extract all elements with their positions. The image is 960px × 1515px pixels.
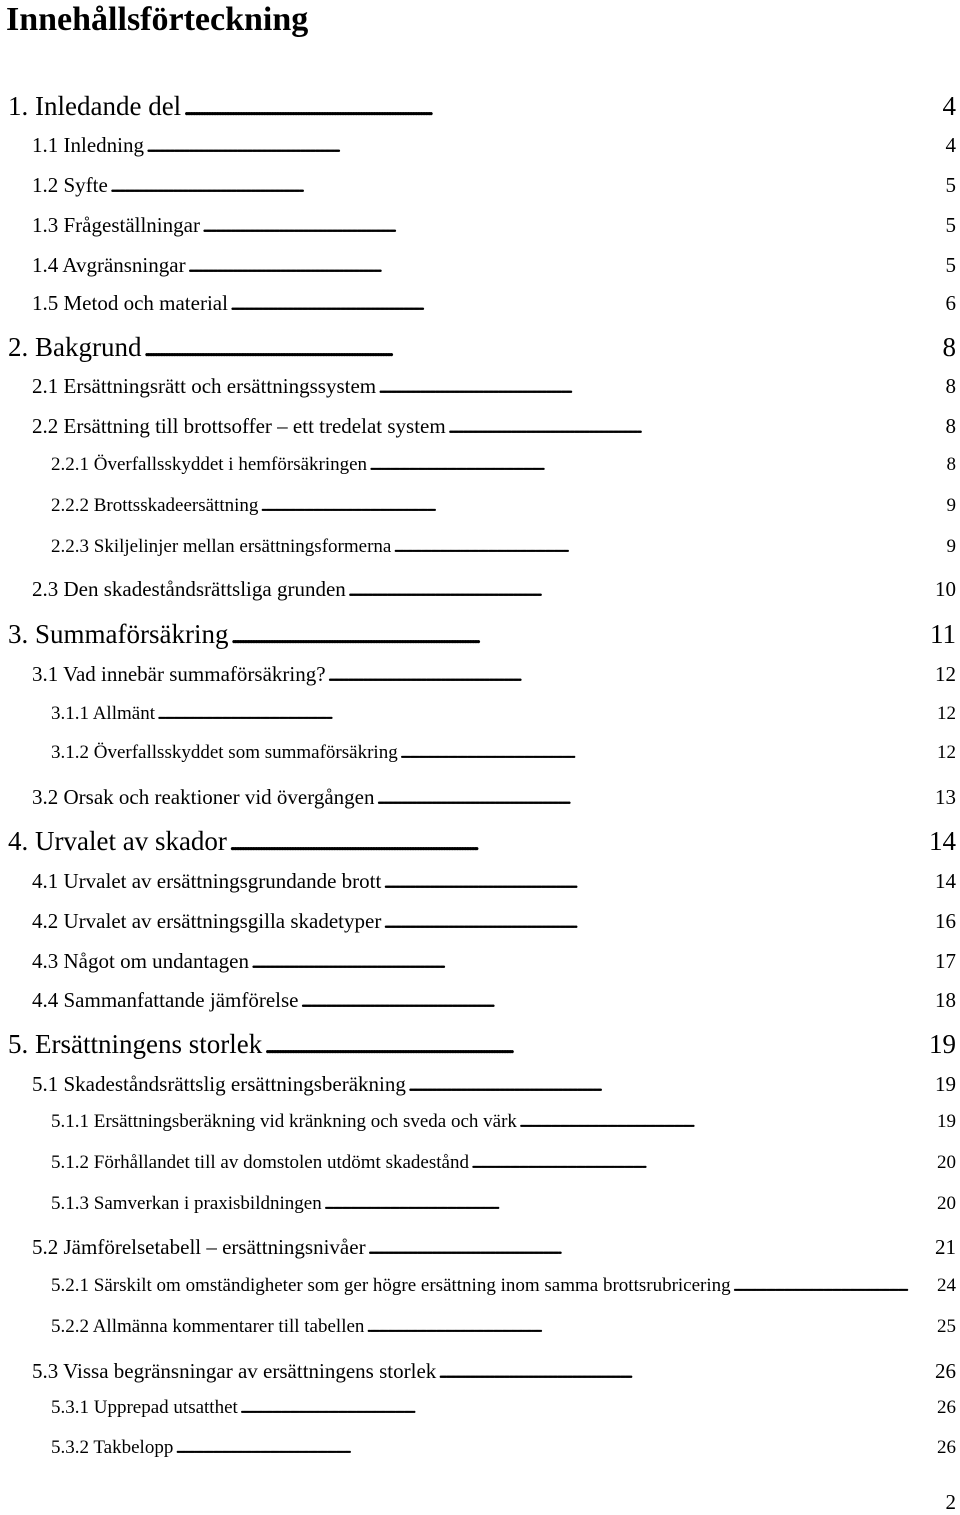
- toc-entry[interactable]: [8, 1028, 956, 1060]
- dot-leader: [471, 1151, 935, 1175]
- dot-leader: [328, 661, 933, 687]
- toc-entry[interactable]: [32, 987, 956, 1013]
- dot-leader: [240, 1396, 935, 1420]
- toc-entry-page: 12: [937, 703, 956, 724]
- dot-leader: [393, 535, 944, 559]
- toc-entry-page: 17: [935, 949, 956, 973]
- toc-entry[interactable]: [8, 90, 956, 122]
- toc-entry-label: 4.4 Sammanfattande jämförelse: [32, 988, 299, 1012]
- toc-entry[interactable]: [51, 453, 956, 477]
- toc-entry-page: 9: [946, 536, 956, 557]
- toc-entry-label: 2.2 Ersättning till brottsoffer – ett tredelat system: [32, 414, 446, 438]
- toc-entry[interactable]: [51, 702, 956, 726]
- toc-entry-page: 5: [945, 173, 956, 197]
- toc-entry-label: 5.1 Skadeståndsrättslig ersättningsberäkning: [32, 1072, 406, 1096]
- toc-entry[interactable]: [8, 618, 956, 650]
- dot-leader: [383, 868, 933, 894]
- toc-entry-label: 1.2 Syfte: [32, 173, 108, 197]
- dot-leader: [251, 948, 933, 974]
- page-title: Innehållsförteckning: [6, 1, 309, 38]
- toc-entry-page: 4: [945, 133, 956, 157]
- dot-leader: [260, 494, 944, 518]
- toc-entry-label: 2. Bakgrund: [8, 332, 142, 362]
- toc-entry[interactable]: [51, 535, 956, 559]
- toc-entry-label: 5.3.2 Takbelopp: [51, 1437, 174, 1458]
- toc-entry[interactable]: [51, 1396, 956, 1420]
- toc-entry-label: 2.2.3 Skiljelinjer mellan ersättningsformerna: [51, 536, 392, 557]
- dot-leader: [183, 90, 940, 122]
- toc-entry-page: 5: [945, 253, 956, 277]
- toc-entry[interactable]: [32, 1234, 956, 1260]
- toc-entry-label: 3.2 Orsak och reaktioner vid övergången: [32, 785, 375, 809]
- toc-entry-label: 5.1.1 Ersättningsberäkning vid kränkning och sveda och värk: [51, 1111, 517, 1132]
- toc-entry[interactable]: [51, 494, 956, 518]
- toc-entry-label: 5. Ersättningens storlek: [8, 1029, 263, 1059]
- toc-entry[interactable]: [32, 252, 956, 278]
- dot-leader: [400, 741, 935, 765]
- toc-entry-page: 18: [935, 988, 956, 1012]
- toc-entry-page: 14: [935, 869, 956, 893]
- toc-entry-page: 19: [929, 1029, 956, 1059]
- toc-entry-page: 12: [935, 662, 956, 686]
- toc-entry[interactable]: [32, 172, 956, 198]
- toc-entry[interactable]: [51, 741, 956, 765]
- dot-leader: [202, 212, 944, 238]
- toc-entry-label: 2.3 Den skadeståndsrättsliga grunden: [32, 577, 346, 601]
- toc-entry-page: 8: [945, 414, 956, 438]
- dot-leader: [366, 1315, 935, 1339]
- dot-leader: [408, 1071, 933, 1097]
- dot-leader: [230, 290, 944, 316]
- dot-leader: [368, 1234, 933, 1260]
- toc-entry-label: 5.3 Vissa begränsningar av ersättningens storlek: [32, 1359, 437, 1383]
- toc-entry[interactable]: [32, 132, 956, 158]
- toc-entry-page: 6: [945, 291, 956, 315]
- toc-entry-label: 4. Urvalet av skador: [8, 826, 227, 856]
- toc-entry[interactable]: [51, 1274, 956, 1298]
- toc-entry-label: 5.3.1 Upprepad utsatthet: [51, 1397, 238, 1418]
- toc-entry-page: 4: [942, 91, 956, 121]
- dot-leader: [301, 987, 934, 1013]
- toc-entry-page: 21: [935, 1235, 956, 1259]
- toc-entry-page: 8: [942, 332, 956, 362]
- toc-entry[interactable]: [51, 1436, 956, 1460]
- toc-entry[interactable]: [32, 1358, 956, 1384]
- toc-entry[interactable]: [32, 784, 956, 810]
- toc-entry[interactable]: [32, 576, 956, 602]
- dot-leader: [230, 618, 928, 650]
- toc-entry-page: 26: [935, 1359, 956, 1383]
- toc-entry-label: 5.2 Jämförelsetabell – ersättningsnivåer: [32, 1235, 366, 1259]
- toc-entry[interactable]: [32, 948, 956, 974]
- dot-leader: [175, 1436, 935, 1460]
- toc-entry-label: 3.1.1 Allmänt: [51, 703, 155, 724]
- dot-leader: [378, 373, 943, 399]
- toc-entry-page: 14: [929, 826, 956, 856]
- toc-entry-label: 5.2.1 Särskilt om omständigheter som ger högre ersättning inom samma brottsrubricering: [51, 1275, 731, 1296]
- toc-entry-page: 19: [937, 1111, 956, 1132]
- toc-entry[interactable]: [32, 908, 956, 934]
- toc-entry-page: 20: [937, 1152, 956, 1173]
- toc-entry[interactable]: [32, 290, 956, 316]
- toc-entry-page: 20: [937, 1193, 956, 1214]
- dot-leader: [377, 784, 933, 810]
- dot-leader: [369, 453, 944, 477]
- dot-leader: [348, 576, 933, 602]
- toc-entry-label: 1.3 Frågeställningar: [32, 213, 200, 237]
- toc-entry-page: 8: [946, 454, 956, 475]
- toc-entry-label: 5.1.2 Förhållandet till av domstolen utdömt skadestånd: [51, 1152, 469, 1173]
- dot-leader: [448, 413, 944, 439]
- dot-leader: [110, 172, 944, 198]
- dot-leader: [157, 702, 935, 726]
- toc-entry-page: 24: [937, 1275, 956, 1296]
- toc-entry-page: 9: [946, 495, 956, 516]
- toc-entry[interactable]: [51, 1192, 956, 1216]
- toc-entry[interactable]: [32, 413, 956, 439]
- toc-entry-page: 13: [935, 785, 956, 809]
- toc-entry-label: 5.1.3 Samverkan i praxisbildningen: [51, 1193, 322, 1214]
- dot-leader: [324, 1192, 935, 1216]
- toc-entry[interactable]: [32, 212, 956, 238]
- toc-entry[interactable]: [32, 373, 956, 399]
- toc-entry-page: 16: [935, 909, 956, 933]
- toc-entry-label: 3. Summaförsäkring: [8, 619, 229, 649]
- toc-entry[interactable]: [8, 331, 956, 363]
- dot-leader: [519, 1110, 935, 1134]
- toc-entry-page: 11: [930, 619, 956, 649]
- toc-entry-label: 1.5 Metod och material: [32, 291, 228, 315]
- toc-entry-page: 26: [937, 1397, 956, 1418]
- toc-entry-label: 2.2.1 Överfallsskyddet i hemförsäkringen: [51, 454, 368, 475]
- toc-entry[interactable]: [32, 1071, 956, 1097]
- toc-entry-label: 2.2.2 Brottsskadeersättning: [51, 495, 259, 516]
- dot-leader: [143, 331, 940, 363]
- toc-entry-label: 4.3 Något om undantagen: [32, 949, 249, 973]
- toc-entry-label: 3.1.2 Överfallsskyddet som summaförsäkring: [51, 742, 398, 763]
- toc-entry-label: 2.1 Ersättningsrätt och ersättningssystem: [32, 374, 377, 398]
- toc-entry-label: 4.1 Urvalet av ersättningsgrundande brott: [32, 869, 382, 893]
- toc-entry-label: 5.2.2 Allmänna kommentarer till tabellen: [51, 1316, 365, 1337]
- toc-entry-page: 26: [937, 1437, 956, 1458]
- toc-entry-page: 10: [935, 577, 956, 601]
- toc-entry-label: 1. Inledande del: [8, 91, 182, 121]
- dot-leader: [229, 825, 927, 857]
- toc-entry[interactable]: [51, 1110, 956, 1134]
- dot-leader: [438, 1358, 933, 1384]
- dot-leader: [264, 1028, 927, 1060]
- toc-entry-page: 12: [937, 742, 956, 763]
- toc-entry-page: 19: [935, 1072, 956, 1096]
- dot-leader: [733, 1274, 935, 1298]
- toc-entry-label: 1.4 Avgränsningar: [32, 253, 186, 277]
- toc-entry-page: 5: [945, 213, 956, 237]
- toc-entry[interactable]: [51, 1151, 956, 1175]
- toc-entry-label: 3.1 Vad innebär summaförsäkring?: [32, 662, 326, 686]
- toc-entry[interactable]: [32, 661, 956, 687]
- toc-entry-label: 4.2 Urvalet av ersättningsgilla skadetyper: [32, 909, 382, 933]
- dot-leader: [188, 252, 944, 278]
- toc-entry-page: 25: [937, 1316, 956, 1337]
- toc-entry[interactable]: [51, 1315, 956, 1339]
- dot-leader: [383, 908, 933, 934]
- toc-entry[interactable]: [32, 868, 956, 894]
- dot-leader: [146, 132, 944, 158]
- toc-entry[interactable]: [8, 825, 956, 857]
- toc-entry-label: 1.1 Inledning: [32, 133, 144, 157]
- page-number: 2: [945, 1490, 956, 1514]
- toc-entry-page: 8: [945, 374, 956, 398]
